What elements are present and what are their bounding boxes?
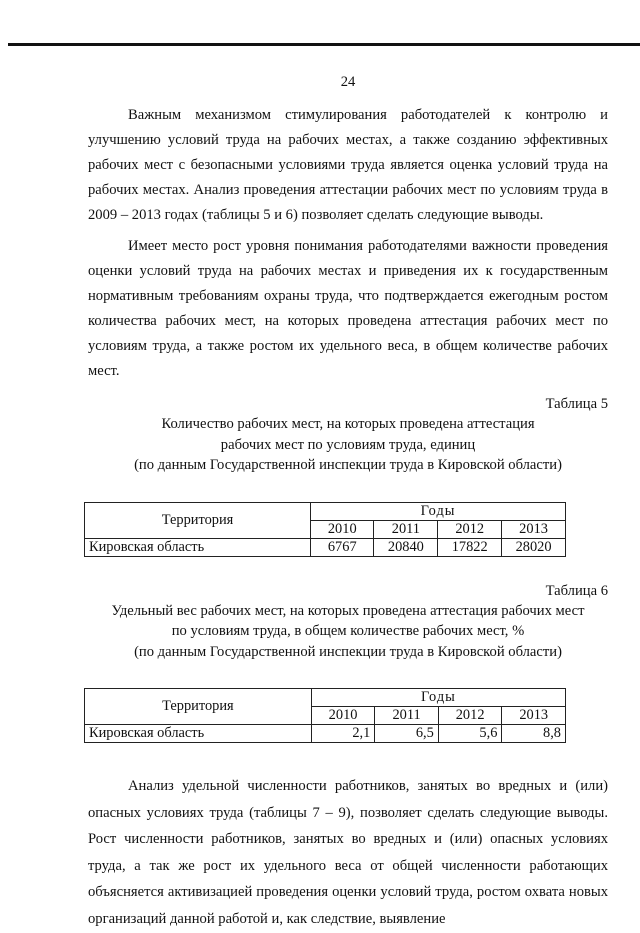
table5-year: 2010 [311, 520, 374, 538]
table5-value: 17822 [438, 538, 502, 556]
table6-caption-line: по условиям труда, в общем количестве рабочих мест, % [171, 623, 525, 639]
table6-value: 8,8 [502, 725, 566, 743]
table6-region: Кировская область [85, 725, 312, 743]
table5-caption-line: (по данным Государственной инспекции труда в Кировской области) [134, 457, 562, 473]
table5-value: 20840 [374, 538, 438, 556]
table5-territory-header: Территория [85, 502, 311, 538]
table6 [84, 688, 566, 743]
table6-years-header: Годы [311, 689, 565, 707]
table6-year: 2012 [438, 707, 502, 725]
table6-year: 2011 [375, 707, 439, 725]
table5-region: Кировская область [85, 538, 311, 556]
table6-territory-header: Территория [85, 689, 312, 725]
table5-year: 2012 [438, 520, 502, 538]
table5-year: 2013 [502, 520, 566, 538]
paragraph-3: Анализ удельной численности работников, занятых во вредных и (или) опасных условиях труда (таблицы 7 – 9), позволяет сделать следующие выводы. Рост численности работников, занятых во вредных и (или) опасных условиях труда, а так же рост их удельного веса от общей численности работающих объясняется активизацией проведения оценки условий труда, ростом охвата новых организаций данной работой и, как следствие, выявление [88, 778, 608, 927]
table6-label: Таблица 6 [545, 582, 608, 599]
paragraph-1: Важным механизмом стимулирования работодателей к контролю и улучшению условий труда на рабочих местах, а также созданию эффективных рабочих мест с безопасными условиями труда является оценка условий труда на рабочих местах. Анализ проведения аттестации рабочих мест по условиям труда в 2009 – 2013 годах (таблицы 5 и 6) позволяет сделать следующие выводы. [88, 107, 608, 223]
table5-caption-line: Количество рабочих мест, на которых проведена аттестация [161, 416, 535, 432]
table6-year: 2010 [311, 707, 375, 725]
table-row [85, 538, 566, 556]
table6-caption [88, 601, 608, 663]
page-number: 24 [340, 74, 356, 90]
table6-caption-line: (по данным Государственной инспекции труда в Кировской области) [134, 643, 562, 660]
table6-value: 6,5 [375, 725, 439, 743]
table6-year: 2013 [502, 707, 566, 725]
table6-value: 2,1 [311, 725, 375, 743]
table5-label: Таблица 5 [545, 396, 608, 412]
paragraph-2: Имеет место рост уровня понимания работодателями важности проведения оценки условий труда на рабочих местах и приведения их к государственным нормативным требованиям охраны труда, что подтверждается ежегодным ростом количества рабочих мест, на которых проведена аттестация рабочих мест по условиям труда, а также ростом их удельного веса, в общем количестве рабочих мест. [88, 238, 608, 379]
document-page [88, 74, 608, 933]
table5-value: 28020 [502, 538, 566, 556]
table5-caption [88, 414, 608, 476]
table5-caption-line: рабочих мест по условиям труда, единиц [220, 436, 476, 453]
table6-value: 5,6 [438, 725, 502, 743]
table5-years-header: Годы [311, 502, 566, 520]
table6-caption-line: Удельный вес рабочих мест, на которых проведена аттестация рабочих мест [111, 602, 585, 619]
table5-value: 6767 [311, 538, 374, 556]
table5 [84, 502, 566, 557]
table-row [85, 725, 566, 743]
header-rule [8, 43, 640, 46]
table5-year: 2011 [374, 520, 438, 538]
